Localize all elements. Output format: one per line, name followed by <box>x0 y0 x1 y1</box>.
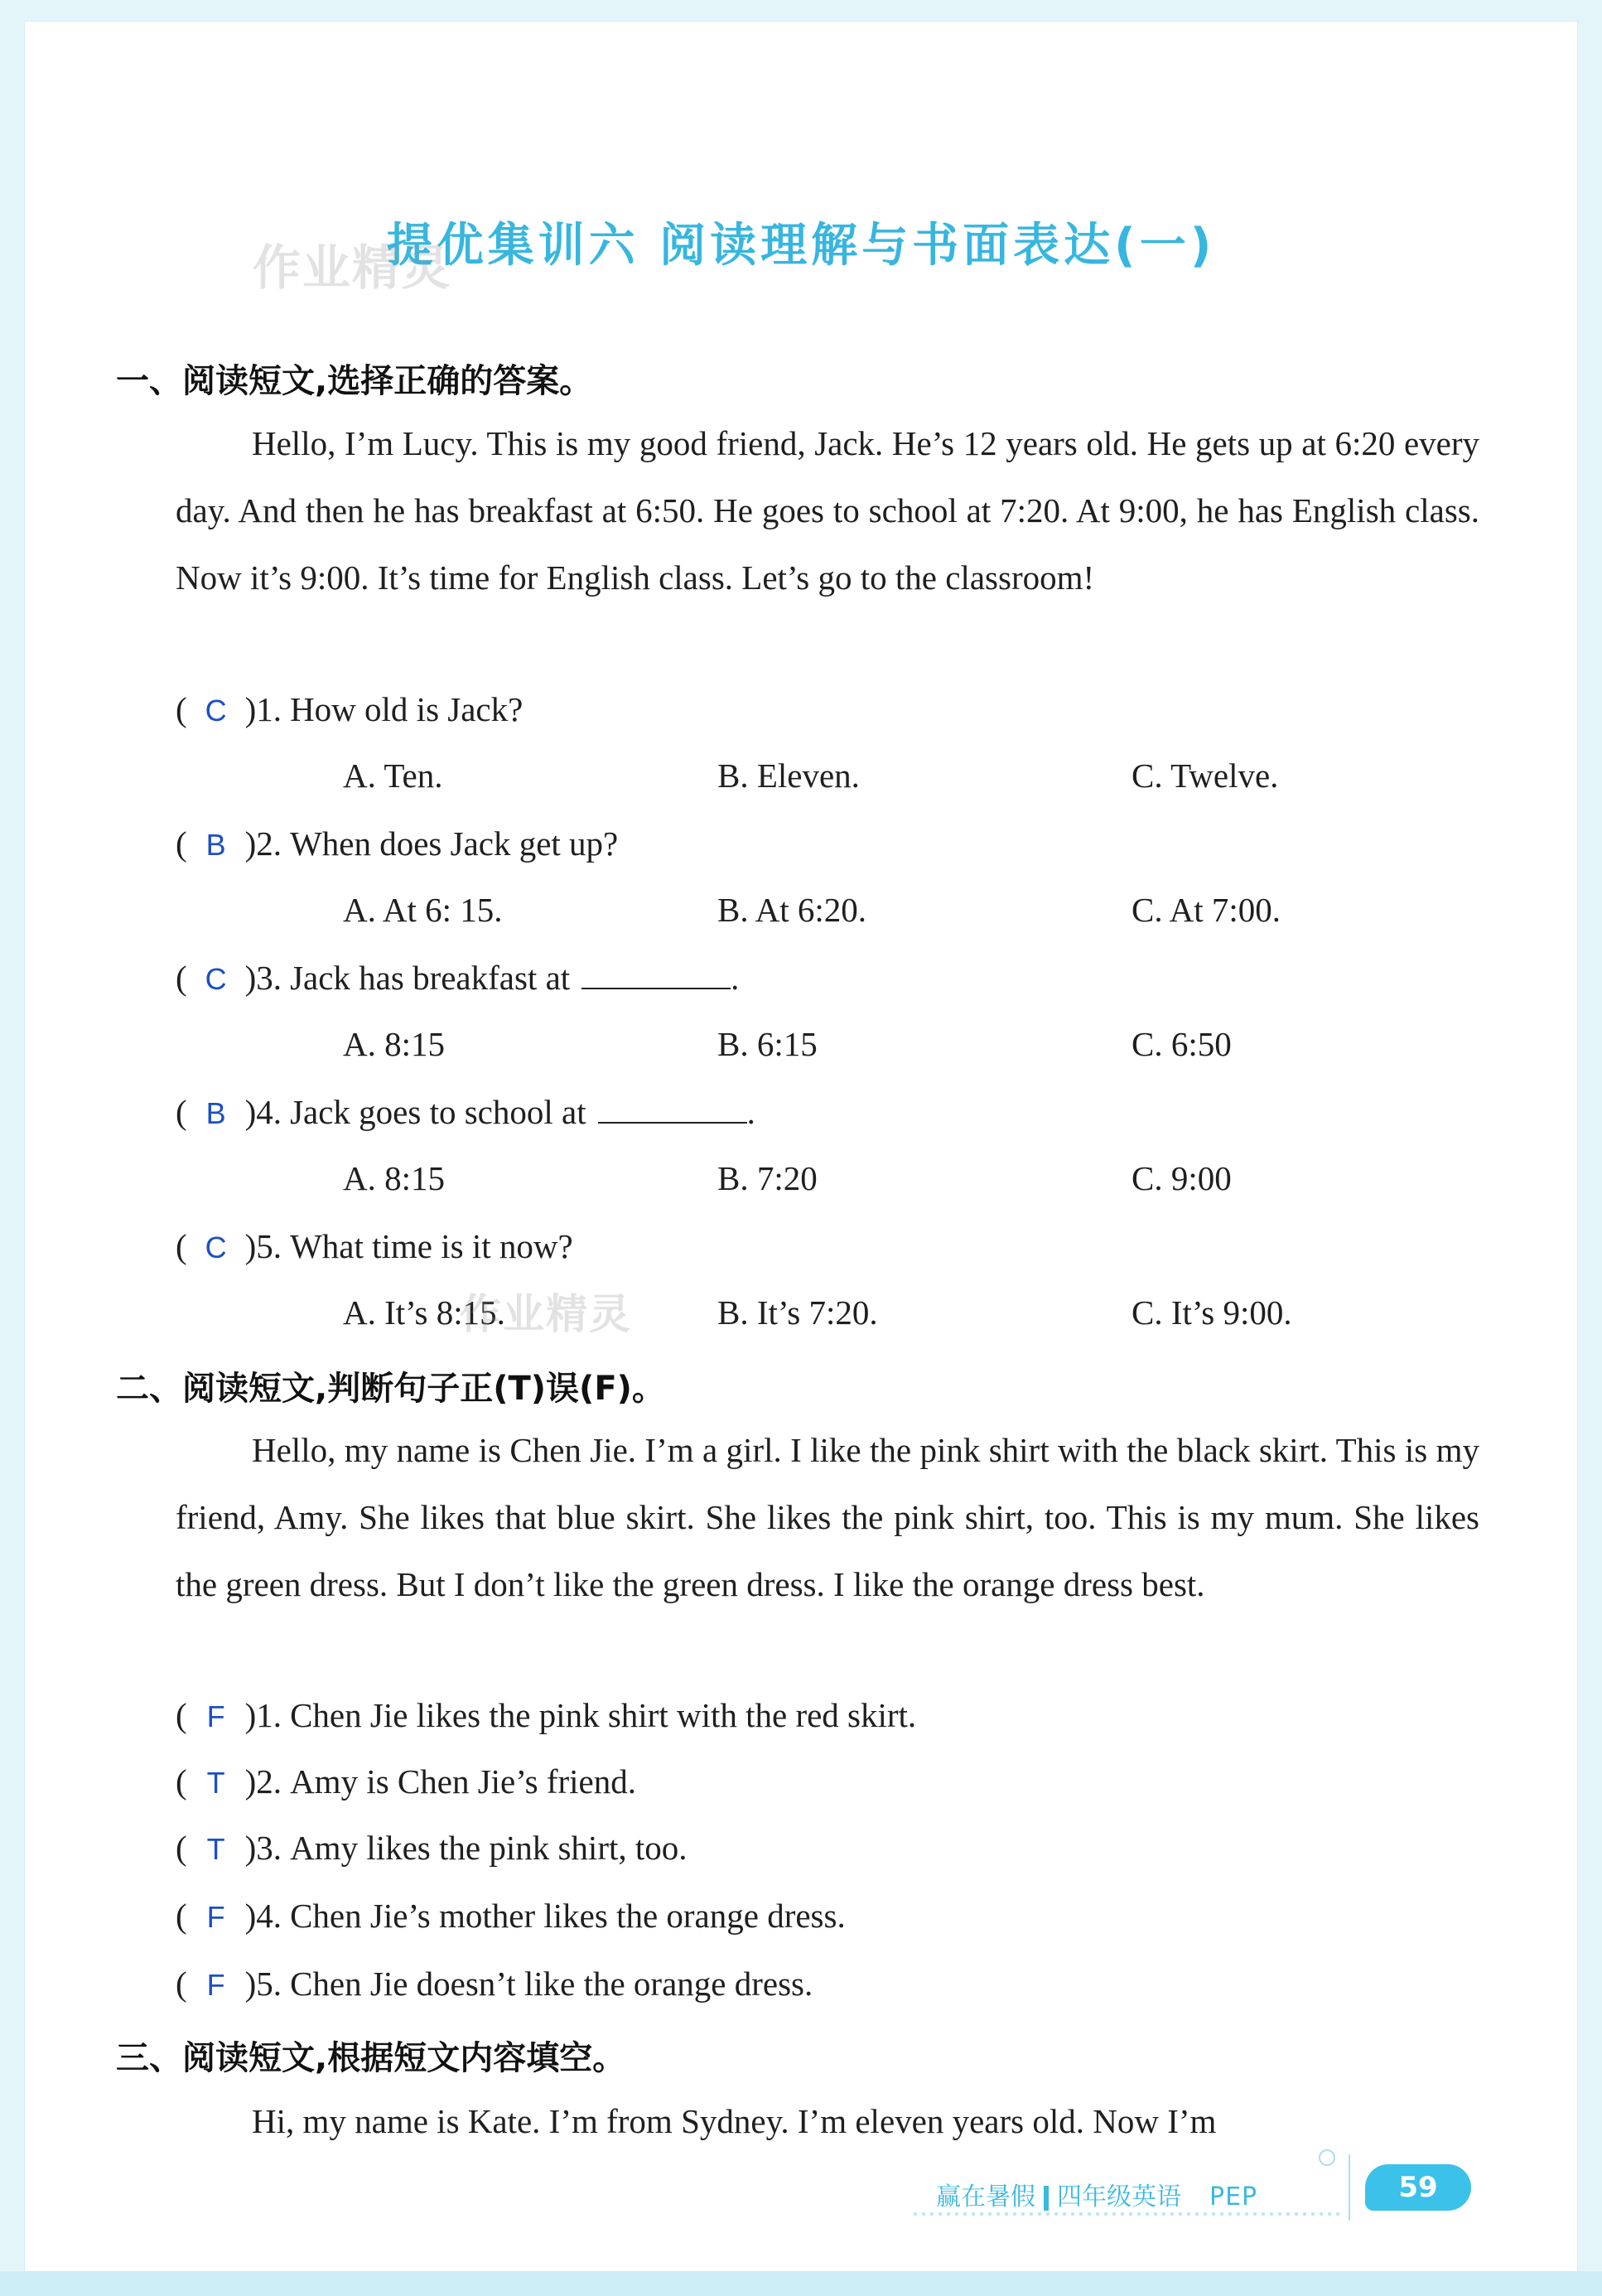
answer-blank <box>581 959 731 989</box>
s1-q3-option-b: B. 6:15 <box>717 1025 818 1063</box>
question-number: )3. <box>244 1829 282 1867</box>
question-number: )5. <box>244 1965 282 2003</box>
answer-mark: T <box>206 1832 225 1866</box>
question-text: Jack has breakfast at <box>290 959 571 997</box>
open-paren: ( <box>176 1965 187 2003</box>
s1-question-3: ( C )3. Jack has breakfast at . <box>176 959 740 997</box>
open-paren: ( <box>176 1093 187 1131</box>
section2-passage: Hello, my name is Chen Jie. I’m a girl. I like the pink shirt with the black skirt. This is my friend, Amy. She likes that blue skirt. She likes the pink shirt, too. This is my mum. She likes the green dress. But I don’t like the green dress. I like the orange dress best. <box>176 1431 1479 1603</box>
question-text: Amy likes the pink shirt, too. <box>290 1829 688 1867</box>
s1-question-5 <box>176 1226 573 1266</box>
s1-q1-option-c: C. Twelve. <box>1132 756 1279 795</box>
s2-question-3 <box>176 1828 688 1868</box>
s1-q4-option-c: C. 9:00 <box>1132 1159 1232 1197</box>
bottom-band <box>0 2271 1602 2296</box>
page-circle-decoration <box>1319 2149 1335 2166</box>
question-number: )2. <box>244 824 282 863</box>
question-text: What time is it now? <box>290 1227 573 1265</box>
s1-q4-option-a: A. 8:15 <box>343 1159 445 1197</box>
open-paren: ( <box>176 1829 187 1867</box>
series-name: 赢在暑假 <box>936 2182 1035 2211</box>
question-text: Jack goes to school at <box>290 1093 586 1131</box>
section2-heading: 二、阅读短文,判断句子正(T)误(F)。 <box>116 1370 665 1408</box>
question-number: )5. <box>244 1227 282 1265</box>
page-title: 提优集训六 阅读理解与书面表达(一) <box>386 219 1216 273</box>
page-line-decoration <box>1349 2154 1350 2221</box>
s1-q3-option-c: C. 6:50 <box>1132 1025 1232 1063</box>
s1-q5-option-c: C. It’s 9:00. <box>1132 1293 1292 1332</box>
s2-question-4 <box>176 1896 846 1936</box>
open-paren: ( <box>176 959 187 997</box>
open-paren: ( <box>176 824 187 863</box>
s1-q5-option-a: A. It’s 8:15. <box>343 1293 505 1332</box>
question-text: Amy is Chen Jie’s friend. <box>290 1762 636 1801</box>
open-paren: ( <box>176 690 187 728</box>
question-number: )4. <box>244 1897 282 1935</box>
answer-mark: T <box>206 1766 225 1800</box>
s1-q1-option-a: A. Ten. <box>343 756 443 795</box>
s2-question-1 <box>176 1695 916 1735</box>
s1-q2-option-a: A. At 6: 15. <box>343 891 503 929</box>
footer-separator <box>1044 2186 1049 2211</box>
question-text: Chen Jie doesn’t like the orange dress. <box>290 1965 813 2003</box>
s1-question-1 <box>176 689 523 729</box>
s1-q2-option-c: C. At 7:00. <box>1132 891 1281 929</box>
grade-subject: 四年级英语 <box>1057 2182 1181 2211</box>
open-paren: ( <box>176 1696 187 1734</box>
open-paren: ( <box>176 1227 187 1265</box>
answer-mark: F <box>206 1900 225 1934</box>
s1-q5-option-b: B. It’s 7:20. <box>717 1293 878 1332</box>
watermark: 作业精灵 <box>460 1290 632 1338</box>
question-text: Chen Jie likes the pink shirt with the red skirt. <box>290 1696 917 1734</box>
edition-label: PEP <box>1209 2182 1258 2211</box>
watermark: 作业精灵 <box>253 239 452 296</box>
question-number: )4. <box>244 1093 282 1131</box>
s1-q2-option-b: B. At 6:20. <box>717 891 866 929</box>
s1-question-2 <box>176 824 618 863</box>
question-text: Chen Jie’s mother likes the orange dress. <box>290 1897 846 1935</box>
question-number: )2. <box>244 1762 282 1801</box>
question-number: )3. <box>244 959 282 997</box>
section3-heading: 三、阅读短文,根据短文内容填空。 <box>116 2039 626 2077</box>
section1-passage: Hello, I’m Lucy. This is my good friend, Jack. He’s 12 years old. He gets up at 6:20 every day. And then he has breakfast at 6:50. He goes to school at 7:20. At 9:00, he has English class. Now it’s 9:00. It’s time for English class. Let’s go to the classroom! <box>176 424 1479 597</box>
s1-question-4: ( B )4. Jack goes to school at . <box>176 1093 755 1131</box>
question-text: When does Jack get up? <box>290 824 619 863</box>
footer-dots-decoration <box>911 2212 1342 2216</box>
s1-q3-option-a: A. 8:15 <box>343 1025 445 1063</box>
section1-heading: 一、阅读短文,选择正确的答案。 <box>116 362 593 400</box>
s2-question-2 <box>176 1762 636 1801</box>
s2-question-5 <box>176 1964 813 2004</box>
answer-mark: C <box>205 962 227 996</box>
s1-q4-option-b: B. 7:20 <box>717 1159 818 1197</box>
answer-blank <box>598 1094 747 1124</box>
question-number: )1. <box>244 1696 282 1734</box>
page-number-badge: 59 <box>1365 2164 1471 2211</box>
answer-mark: B <box>205 1096 226 1130</box>
question-text: How old is Jack? <box>290 690 524 728</box>
answer-mark: F <box>206 1968 225 2002</box>
answer-mark: C <box>205 694 227 727</box>
footer-series <box>936 2176 1257 2212</box>
answer-mark: F <box>206 1699 225 1733</box>
open-paren: ( <box>176 1897 187 1935</box>
open-paren: ( <box>176 1762 187 1801</box>
section3-passage: Hi, my name is Kate. I’m from Sydney. I’m eleven years old. Now I’m <box>252 2102 1217 2140</box>
answer-mark: C <box>205 1230 227 1264</box>
answer-mark: B <box>205 828 226 862</box>
question-number: )1. <box>244 690 282 728</box>
s1-q1-option-b: B. Eleven. <box>717 756 860 795</box>
